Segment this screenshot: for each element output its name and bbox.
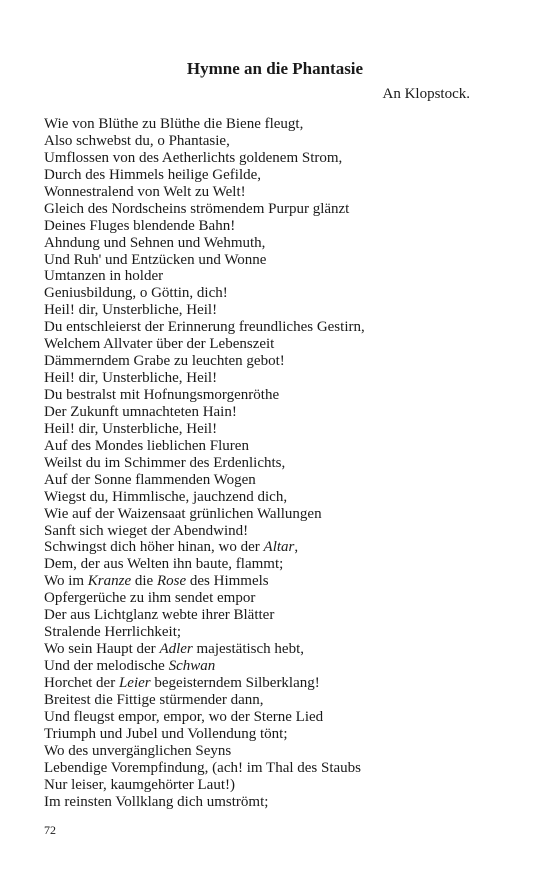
poem-line	[44, 506, 504, 523]
poem-line-text: Und fleugst empor, empor, wo der Sterne Lied	[44, 708, 324, 725]
poem-line	[44, 285, 504, 302]
poem-line-text: Dämmerndem Grabe zu leuchten gebot!	[44, 353, 285, 370]
poem-line	[44, 539, 504, 556]
poem-line-text: begeisterndem Silberklang!	[150, 674, 320, 691]
poem-line	[44, 624, 504, 641]
poem-line-text: Heil! dir, Unsterbliche, Heil!	[44, 420, 218, 437]
poem-line	[44, 675, 504, 692]
poem-line	[44, 641, 504, 658]
poem-line-text: Opfergerüche zu ihm sendet empor	[44, 590, 256, 607]
poem-line	[44, 794, 504, 811]
poem-line-text: Durch des Himmels heilige Gefilde,	[44, 166, 262, 183]
poem-line	[44, 370, 504, 387]
poem-line-text: Heil! dir, Unsterbliche, Heil!	[44, 302, 218, 319]
poem-line-text: Umtanzen in holder	[44, 268, 164, 285]
poem-line	[44, 218, 504, 235]
poem-line-text: Du bestralst mit Hofnungsmorgenröthe	[44, 387, 280, 403]
poem-line	[44, 235, 504, 252]
poem-line-text: Also schwebst du, o Phantasie,	[44, 132, 230, 149]
poem-line	[44, 201, 504, 218]
poem-line-text: majestätisch hebt,	[192, 641, 304, 658]
poem-line-emphasis: Leier	[118, 674, 151, 691]
poem-line-text: Dem, der aus Welten ihn baute, flammt;	[44, 556, 284, 573]
poem-line-text: Ahndung und Sehnen und Wehmuth,	[44, 234, 266, 251]
poem-line	[44, 268, 504, 285]
poem-line-text: Lebendige Vorempfindung, (ach! im Thal des Staubs	[44, 759, 362, 776]
poem-line	[44, 336, 504, 353]
poem-line	[44, 438, 504, 455]
poem-line-text: Welchem Allvater über der Lebenszeit	[44, 336, 275, 353]
poem-line-emphasis: Adler	[159, 641, 193, 658]
poem-line	[44, 167, 504, 184]
poem-line	[44, 472, 504, 489]
poem-line-emphasis: Rose	[156, 573, 187, 590]
poem-line	[44, 523, 504, 540]
poem-line	[44, 421, 504, 438]
poem-line-text: Auf des Mondes lieblichen Fluren	[44, 437, 249, 454]
poem-line-text: Der Zukunft umnachteten Hain!	[44, 403, 237, 420]
poem-line-text: Wie von Blüthe zu Blüthe die Biene fleugt,	[44, 116, 304, 132]
poem-line-text: Weilst du im Schimmer des Erdenlichts,	[44, 454, 286, 471]
poem-line	[44, 556, 504, 573]
poem-line	[44, 489, 504, 506]
poem-line	[44, 302, 504, 319]
poem-line	[44, 184, 504, 201]
poem-line	[44, 573, 504, 590]
poem-line	[44, 692, 504, 709]
poem-line-emphasis: Kranze	[87, 573, 132, 590]
poem-line-text: Wo des unvergänglichen Seyns	[44, 742, 232, 759]
poem-line-text: Im reinsten Vollklang dich umströmt;	[44, 793, 269, 810]
poem-title: Hymne an die Phantasie	[186, 59, 364, 78]
poem-line	[44, 387, 504, 404]
poem-line-text: des Himmels	[186, 573, 269, 590]
poem-line-text: Heil! dir, Unsterbliche, Heil!	[44, 370, 218, 387]
poem-line	[44, 777, 504, 794]
poem-line	[44, 319, 504, 336]
poem-line	[44, 658, 504, 675]
poem-line-text: Auf der Sonne flammenden Wogen	[44, 471, 256, 488]
poem-line	[44, 353, 504, 370]
poem-line-text: die	[131, 573, 157, 590]
poem-line-text: Gleich des Nordscheins strömendem Purpur glänzt	[44, 200, 350, 217]
poem-line-text: Horchet der	[44, 674, 119, 691]
poem-line-text: Und Ruh' und Entzücken und Wonne	[44, 251, 267, 268]
page-number: 72	[44, 823, 56, 837]
poem-line	[44, 760, 504, 777]
poem-line-text: Wonnestralend von Welt zu Welt!	[44, 183, 246, 200]
poem-line-text: Breitest die Fittige stürmender dann,	[44, 691, 264, 708]
poem-line-text: Der aus Lichtglanz webte ihrer Blätter	[44, 607, 275, 624]
poem-line-text: Schwingst dich höher hinan, wo der	[44, 539, 264, 556]
poem-line	[44, 133, 504, 150]
poem-line-text: Wo sein Haupt der	[44, 641, 160, 658]
poem-line	[44, 743, 504, 760]
poem-line-text: Wiegst du, Himmlische, jauchzend dich,	[44, 488, 288, 505]
poem-line-text: ,	[294, 539, 299, 556]
poem-line	[44, 709, 504, 726]
poem-line	[44, 404, 504, 421]
poem-line-text: Geniusbildung, o Göttin, dich!	[44, 285, 228, 302]
poem-line-text: Und der melodische	[44, 658, 169, 674]
poem-line	[44, 252, 504, 269]
poem-line	[44, 455, 504, 472]
poem-line-text: Wie auf der Waizensaat grünlichen Wallungen	[44, 505, 322, 522]
poem-line	[44, 726, 504, 743]
poem-line	[44, 607, 504, 624]
poem-dedication: An Klopstock.	[382, 86, 470, 102]
poem-line-text: Nur leiser, kaumgehörter Laut!)	[44, 776, 235, 793]
poem-line-text: Wo im	[44, 573, 88, 590]
poem-body	[44, 116, 504, 810]
poem-line-emphasis: Altar	[263, 539, 295, 556]
poem-line-text: Triumph und Jubel und Vollendung tönt;	[44, 725, 288, 742]
poem-line-text: Deines Fluges blendende Bahn!	[44, 217, 236, 234]
poem-line	[44, 116, 504, 133]
poem-line-text: Sanft sich wieget der Abendwind!	[44, 522, 249, 539]
poem-line-emphasis: Schwan	[168, 658, 216, 674]
poem-line-text: Du entschleierst der Erinnerung freundliches Gestirn,	[44, 319, 365, 336]
poem-line	[44, 150, 504, 167]
poem-line	[44, 590, 504, 607]
poem-line-text: Stralende Herrlichkeit;	[44, 624, 182, 641]
poem-line-text: Umflossen von des Aetherlichts goldenem Strom,	[44, 149, 343, 166]
